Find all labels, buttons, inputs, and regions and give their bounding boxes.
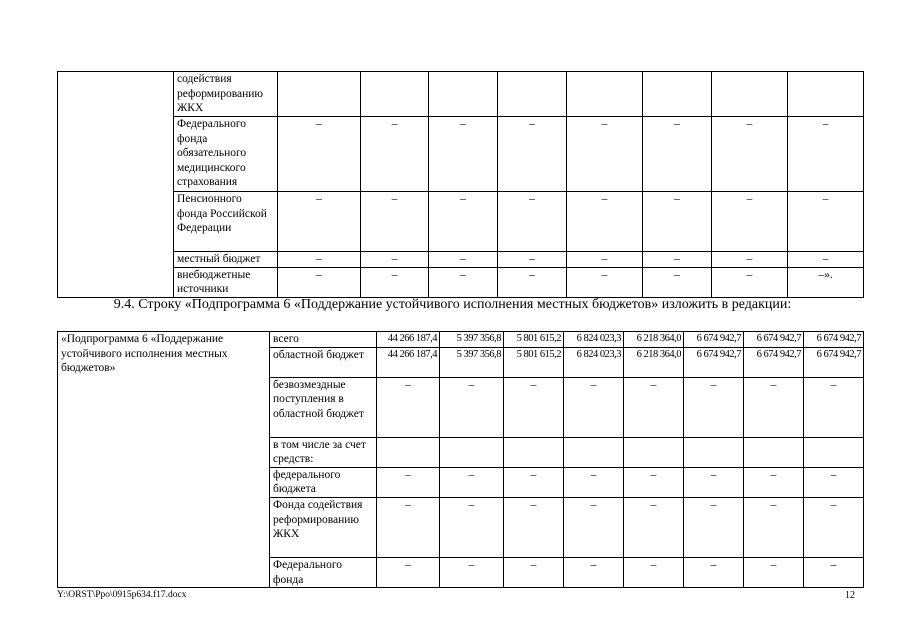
value-cell: – <box>744 497 804 557</box>
source-label: Пенсионного фонда Российской Федерации <box>174 192 278 252</box>
table-row <box>58 332 864 348</box>
value-cell: – <box>804 377 864 437</box>
value-cell: 5 801 615,2 <box>504 332 564 348</box>
page-number: 12 <box>845 590 855 601</box>
value-cell: – <box>440 377 504 437</box>
value-cell: 44 266 187,4 <box>377 347 440 377</box>
value-cell: – <box>788 117 864 192</box>
value-cell: – <box>643 192 712 252</box>
value-cell <box>567 72 643 117</box>
value-cell: – <box>377 497 440 557</box>
value-cell: – <box>278 267 361 297</box>
value-cell: – <box>744 557 804 587</box>
value-cell: – <box>564 497 624 557</box>
value-cell: 6 674 942,7 <box>804 347 864 377</box>
source-label: Федерального фонда обязательного медицинского страхования <box>174 117 278 192</box>
value-cell: – <box>504 557 564 587</box>
empty-program-cell <box>58 72 174 298</box>
value-cell <box>361 72 429 117</box>
source-label: федерального бюджета <box>270 467 377 497</box>
value-cell: – <box>564 467 624 497</box>
value-cell: 6 218 364,0 <box>624 332 684 348</box>
table-row <box>58 117 864 192</box>
value-cell: – <box>567 192 643 252</box>
value-cell: – <box>377 557 440 587</box>
value-cell: – <box>684 377 744 437</box>
value-cell: – <box>788 252 864 268</box>
value-cell <box>564 437 624 467</box>
value-cell: – <box>684 497 744 557</box>
program-name-cell: «Подпрограмма 6 «Поддержание устойчивого исполнения местных бюджетов» <box>58 332 270 588</box>
value-cell <box>712 72 788 117</box>
table-row <box>58 252 864 268</box>
value-cell <box>429 72 498 117</box>
value-cell: 6 218 364,0 <box>624 347 684 377</box>
value-cell: 6 674 942,7 <box>804 332 864 348</box>
value-cell <box>684 437 744 467</box>
value-cell: – <box>804 497 864 557</box>
value-cell: – <box>624 467 684 497</box>
value-cell: – <box>429 267 498 297</box>
table-row <box>58 72 864 117</box>
source-label: Федерального фонда <box>270 557 377 587</box>
value-cell: – <box>744 467 804 497</box>
value-cell: – <box>361 192 429 252</box>
value-cell <box>498 72 567 117</box>
footer-file-path: Y:\ORST\Ppo\0915p634.f17.docx <box>57 590 187 600</box>
source-label: областной бюджет <box>270 347 377 377</box>
value-cell: – <box>429 117 498 192</box>
value-cell: 6 674 942,7 <box>744 347 804 377</box>
source-label: в том числе за счет средств: <box>270 437 377 467</box>
value-cell <box>788 72 864 117</box>
value-cell: – <box>429 192 498 252</box>
value-cell: – <box>504 377 564 437</box>
value-cell: – <box>567 252 643 268</box>
value-cell <box>643 72 712 117</box>
value-cell: – <box>643 252 712 268</box>
value-cell: – <box>744 377 804 437</box>
value-cell: 5 397 356,8 <box>440 347 504 377</box>
value-cell: 5 801 615,2 <box>504 347 564 377</box>
table-row <box>58 192 864 252</box>
value-cell <box>624 437 684 467</box>
value-cell: 6 674 942,7 <box>684 347 744 377</box>
value-cell: – <box>564 377 624 437</box>
continuation-table <box>57 71 864 298</box>
continuation-table-body <box>58 72 864 298</box>
amendment-note: 9.4. Строку «Подпрограмма 6 «Поддержание устойчивого исполнения местных бюджетов» изложить в редакции: <box>113 297 792 312</box>
value-cell: – <box>498 117 567 192</box>
value-cell <box>804 437 864 467</box>
value-cell: – <box>712 252 788 268</box>
program-table-body <box>58 332 864 588</box>
value-cell: – <box>429 252 498 268</box>
value-cell: – <box>440 557 504 587</box>
value-cell: – <box>643 117 712 192</box>
value-cell: – <box>567 267 643 297</box>
source-label: внебюджетные источники <box>174 267 278 297</box>
value-cell: 6 824 023,3 <box>564 332 624 348</box>
value-cell: – <box>504 467 564 497</box>
value-cell: – <box>498 267 567 297</box>
source-label: безвозмездные поступления в областной бюджет <box>270 377 377 437</box>
value-cell: – <box>361 252 429 268</box>
value-cell: – <box>440 467 504 497</box>
source-label: местный бюджет <box>174 252 278 268</box>
value-cell: – <box>684 467 744 497</box>
value-cell <box>504 437 564 467</box>
table-row <box>58 267 864 297</box>
value-cell: – <box>278 117 361 192</box>
source-label: содействия реформированию ЖКХ <box>174 72 278 117</box>
value-cell: – <box>440 497 504 557</box>
value-cell: – <box>564 557 624 587</box>
value-cell: – <box>504 497 564 557</box>
value-cell <box>377 437 440 467</box>
value-cell: – <box>804 557 864 587</box>
value-cell: – <box>377 467 440 497</box>
value-cell: – <box>278 192 361 252</box>
program-table <box>57 331 864 588</box>
value-cell: – <box>361 117 429 192</box>
value-cell: – <box>278 252 361 268</box>
value-cell: – <box>712 267 788 297</box>
value-cell: – <box>624 497 684 557</box>
value-cell <box>278 72 361 117</box>
value-cell: 44 266 187,4 <box>377 332 440 348</box>
value-cell: 6 674 942,7 <box>744 332 804 348</box>
value-cell: – <box>712 117 788 192</box>
value-cell: – <box>684 557 744 587</box>
value-cell: – <box>498 192 567 252</box>
value-cell: 5 397 356,8 <box>440 332 504 348</box>
source-label: Фонда содействия реформированию ЖКХ <box>270 497 377 557</box>
value-cell: – <box>712 192 788 252</box>
value-cell <box>440 437 504 467</box>
value-cell: – <box>624 377 684 437</box>
value-cell: – <box>377 377 440 437</box>
value-cell: –». <box>788 267 864 297</box>
value-cell: 6 674 942,7 <box>684 332 744 348</box>
source-label: всего <box>270 332 377 348</box>
value-cell: – <box>624 557 684 587</box>
value-cell: – <box>804 467 864 497</box>
value-cell: – <box>361 267 429 297</box>
value-cell <box>744 437 804 467</box>
value-cell: 6 824 023,3 <box>564 347 624 377</box>
value-cell: – <box>788 192 864 252</box>
value-cell: – <box>567 117 643 192</box>
value-cell: – <box>643 267 712 297</box>
value-cell: – <box>498 252 567 268</box>
